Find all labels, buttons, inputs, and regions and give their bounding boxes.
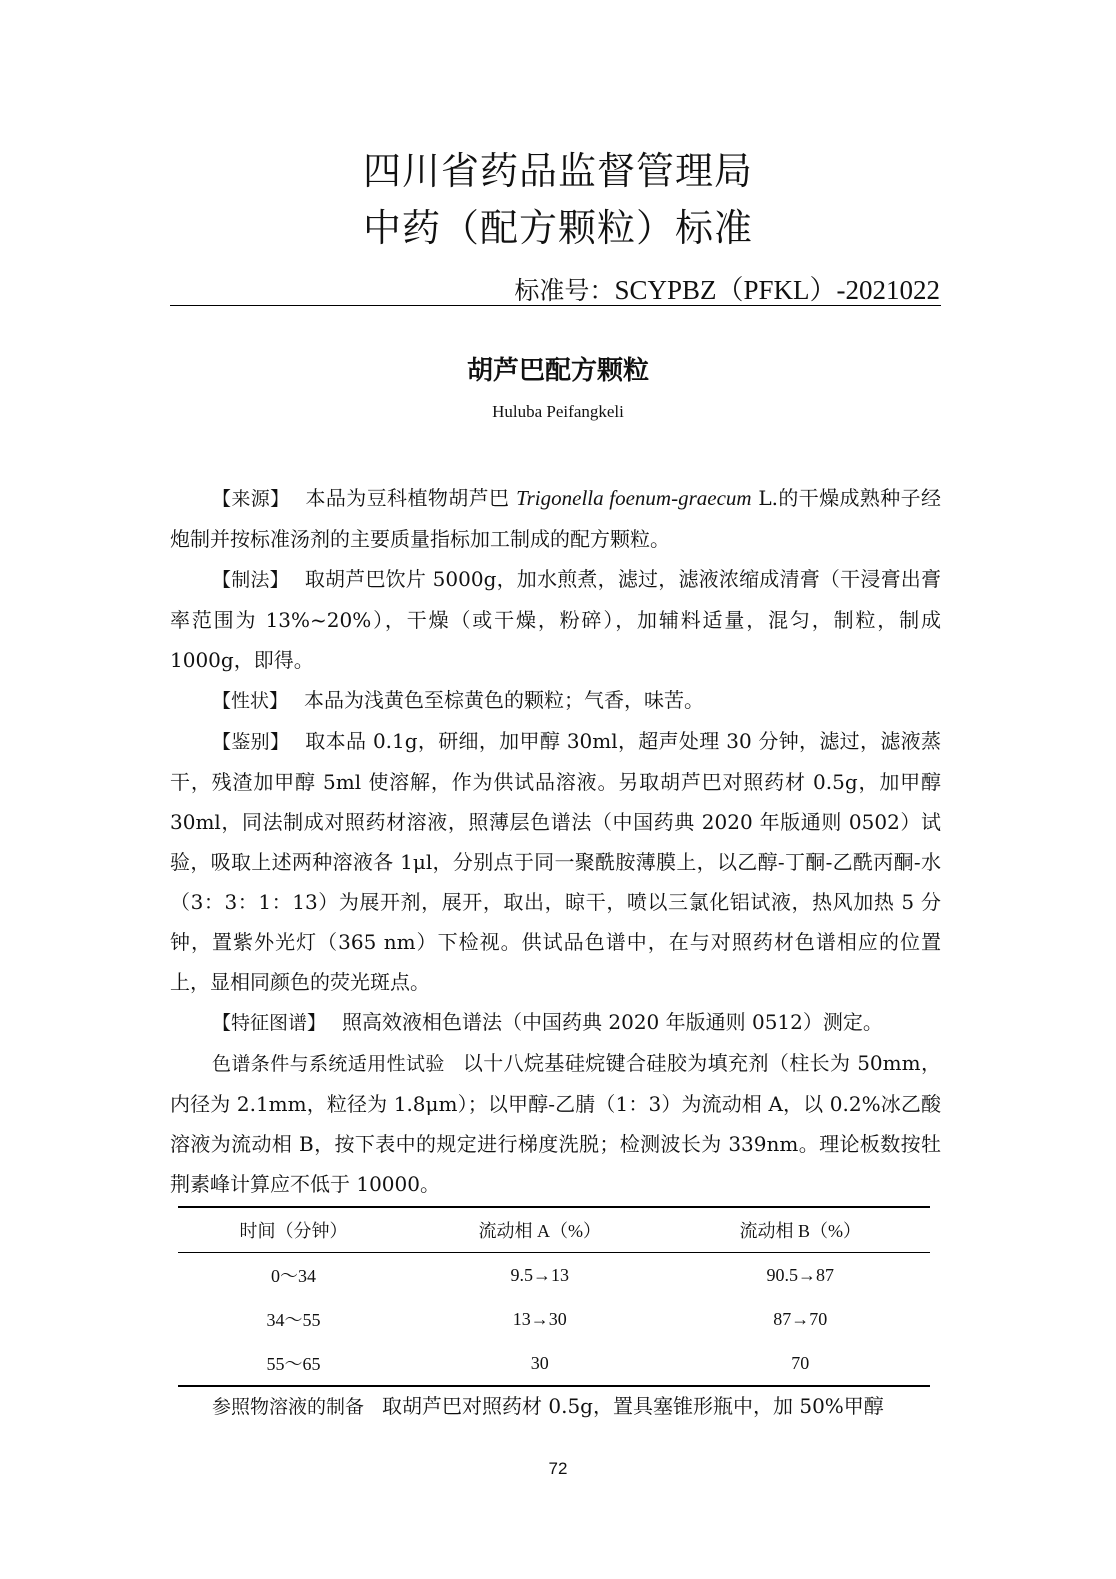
standard-number bbox=[514, 268, 940, 307]
section-text: 本品为浅黄色至棕黄色的颗粒；气香，味苦。 bbox=[304, 688, 705, 712]
section-character bbox=[170, 680, 941, 721]
section-label: 【鉴别】 bbox=[212, 731, 290, 753]
table-header: 流动相 B（%） bbox=[739, 1221, 862, 1241]
section-identification bbox=[170, 721, 941, 1002]
table-cell: 0～34 bbox=[271, 1266, 317, 1286]
table-row bbox=[178, 1253, 930, 1298]
table-cell: 70 bbox=[791, 1352, 810, 1373]
document-header-line1: 四川省药品监督管理局 bbox=[362, 149, 753, 193]
section-conditions bbox=[170, 1043, 941, 1204]
section-label: 【特征图谱】 bbox=[212, 1012, 327, 1034]
species-name: Trigonella foenum-graecum bbox=[516, 486, 752, 510]
section-label: 【性状】 bbox=[212, 690, 289, 712]
section-label: 【来源】 bbox=[212, 488, 290, 510]
product-title: 胡芦巴配方颗粒 bbox=[466, 356, 649, 386]
section-method bbox=[170, 559, 941, 680]
section-text: 以十八烷基硅烷键合硅胶为填充剂（柱长为 50mm，内径为 2.1mm，粒径为 1.8μm）；以甲醇-乙腈（1：3）为流动相 A，以 0.2%冰乙酸溶液为流动相 B，按下表中的规定进行梯度洗脱；检测波长为 339nm。理论板数按牡荆素峰计算应不低于 10000。 bbox=[170, 1051, 941, 1196]
table-cell: 13→30 bbox=[512, 1308, 567, 1329]
section-label: 参照物溶液的制备 bbox=[212, 1396, 365, 1418]
section-label: 色谱条件与系统适用性试验 bbox=[212, 1053, 445, 1075]
page-number: 72 bbox=[548, 1459, 568, 1478]
table-row bbox=[178, 1341, 930, 1386]
section-source bbox=[170, 478, 941, 559]
table-cell: 87→70 bbox=[773, 1308, 828, 1329]
section-text: 照高效液相色谱法（中国药典 2020 年版通则 0512）测定。 bbox=[342, 1010, 883, 1034]
document-header-line2: 中药（配方颗粒）标准 bbox=[362, 206, 753, 250]
section-text: 取胡芦巴饮片 5000g，加水煎煮，滤过，滤液浓缩成清膏（干浸膏出膏率范围为 13%~20%），干燥（或干燥，粉碎），加辅料适量，混匀，制粒，制成 1000g，即得。 bbox=[170, 567, 941, 672]
table-cell: 9.5→13 bbox=[510, 1264, 570, 1285]
table-cell: 55～65 bbox=[266, 1354, 321, 1374]
section-reference bbox=[170, 1386, 941, 1427]
table-row bbox=[178, 1297, 930, 1341]
section-label: 【制法】 bbox=[212, 569, 289, 591]
standard-number-label: 标准号： bbox=[514, 276, 615, 305]
table-header-row bbox=[178, 1207, 930, 1253]
section-text: 取胡芦巴对照药材 0.5g，置具塞锥形瓶中，加 50%甲醇 bbox=[382, 1394, 884, 1418]
section-fingerprint bbox=[170, 1002, 941, 1043]
product-latin-name: Huluba Peifangkeli bbox=[492, 402, 624, 421]
table-cell: 90.5→87 bbox=[766, 1264, 835, 1285]
header-divider bbox=[170, 305, 941, 306]
table-cell: 30 bbox=[530, 1352, 549, 1373]
section-text: 本品为豆科植物胡芦巴 bbox=[305, 486, 510, 510]
table-header: 流动相 A（%） bbox=[478, 1221, 602, 1241]
monograph-body bbox=[170, 478, 941, 1204]
section-text: 取本品 0.1g，研细，加甲醇 30ml，超声处理 30 分钟，滤过，滤液蒸干，残渣加甲醇 5ml 使溶解，作为供试品溶液。另取胡芦巴对照药材 0.5g，加甲醇 30ml，同法制成对照药材溶液，照薄层色谱法（中国药典 2020 年版通则 0502）试验，吸取上述两种溶液各 1μl，分别点于同一聚酰胺薄膜上，以乙醇-丁酮-乙酰丙酮-水（3：3：1：13）为展开剂，展开，取出，晾干，喷以三氯化铝试液，热风加热 5 分钟，置紫外光灯（365 nm）下检视。供试品色谱中，在与对照药材色谱相应的位置上，显相同颜色的荧光斑点。 bbox=[170, 729, 941, 994]
table-header: 时间（分钟） bbox=[239, 1221, 348, 1241]
section-text: L.的干燥成熟种子经炮制并按标准汤剂的主要质量指标加工制成的配方颗粒。 bbox=[170, 486, 942, 551]
table-cell: 34～55 bbox=[266, 1310, 321, 1330]
standard-number-value: SCYPBZ（PFKL）-2021022 bbox=[614, 275, 940, 305]
gradient-table bbox=[178, 1206, 930, 1387]
